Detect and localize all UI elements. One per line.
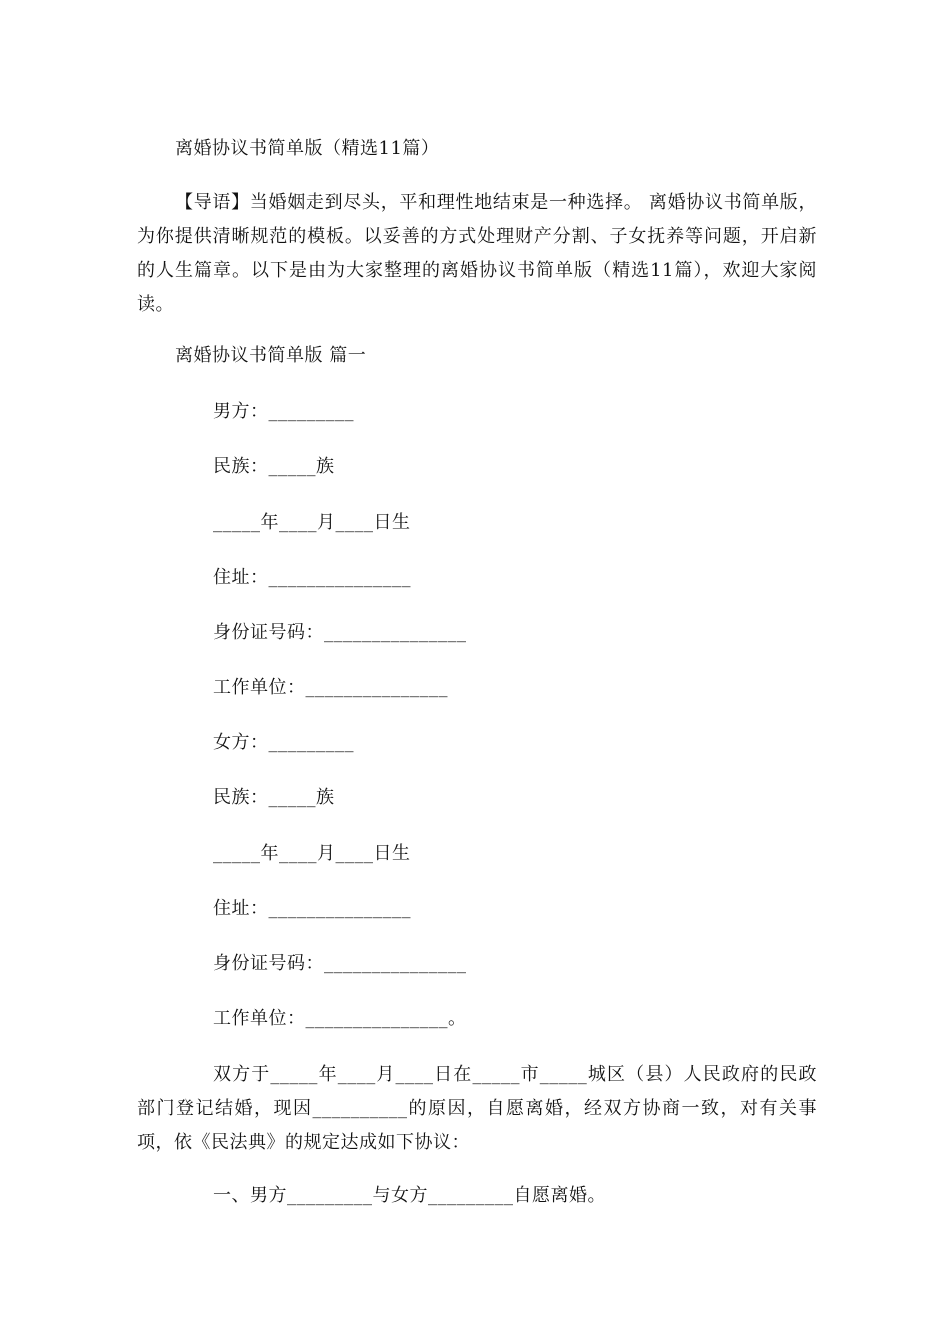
female-workplace-field: 工作单位：_______________。: [213, 1008, 467, 1029]
male-ethnicity-field: 民族：_____族: [213, 456, 335, 477]
male-address-field: 住址：_______________: [213, 567, 411, 588]
male-workplace-field: 工作单位：_______________: [213, 677, 448, 698]
female-address-field: 住址：_______________: [213, 898, 411, 919]
male-id-number-field: 身份证号码：_______________: [213, 622, 467, 643]
intro-paragraph: 【导语】当婚姻走到尽头，平和理性地结束是一种选择。 离婚协议书简单版，为你提供清晰规范的模板。以妥善的方式处理财产分割、子女抚养等问题，开启新的人生篇章。以下是由为大家整理的离婚协议书简单版（精选11篇），欢迎大家阅读。: [137, 192, 817, 315]
female-id-number-field: 身份证号码：_______________: [213, 953, 467, 974]
marriage-paragraph: 双方于_____年____月____日在_____市_____城区（县）人民政府的民政部门登记结婚，现因__________的原因，自愿离婚，经双方协商一致，对有关事项，依《民法典》的规定达成如下协议：: [137, 1064, 817, 1153]
male-name-field: 男方：_________: [213, 401, 354, 422]
clause-1: 一、男方_________与女方_________自愿离婚。: [213, 1185, 606, 1206]
section-heading: 离婚协议书简单版 篇一: [175, 345, 367, 366]
female-birth-field: _____年____月____日生: [213, 843, 411, 864]
male-birth-field: _____年____月____日生: [213, 512, 411, 533]
female-name-field: 女方：_________: [213, 732, 354, 753]
document-title: 离婚协议书简单版（精选11篇）: [175, 138, 440, 159]
female-ethnicity-field: 民族：_____族: [213, 787, 335, 808]
